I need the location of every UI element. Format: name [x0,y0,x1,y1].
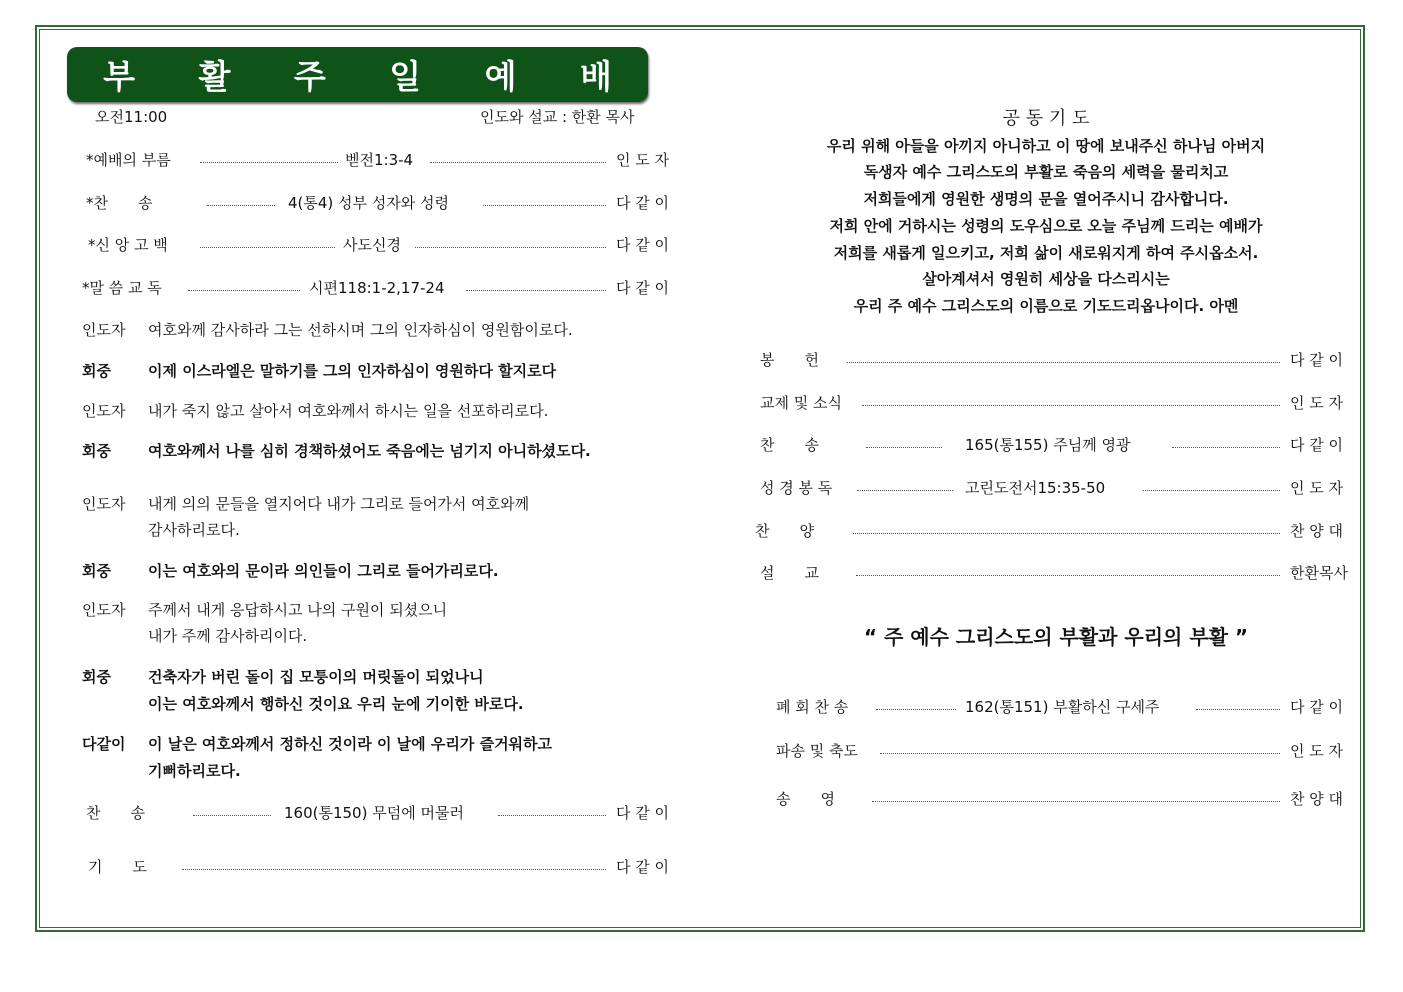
prayer-line: 우리 위해 아들을 아끼지 아니하고 이 땅에 보내주신 하나님 아버지 [826,137,1266,155]
order-item-content: 160(통150) 무덤에 머물러 [284,804,464,822]
prayer-line: 저희를 새롭게 일으키고, 저희 삶이 새로워지게 하여 주시옵소서. [833,244,1259,262]
order-item-name: *찬 송 [86,194,153,212]
reading-speaker: 인도자 [82,402,126,420]
dotted-leader [856,575,1280,576]
order-item-name: *신 앙 고 백 [88,236,168,254]
order-item-who: 다 같 이 [616,279,670,297]
order-item-who: 다 같 이 [1290,436,1344,454]
reading-speaker: 회중 [82,362,111,380]
sermon-title: “ 주 예수 그리스도의 부활과 우리의 부활 ” [863,625,1249,649]
order-item-who: 다 같 이 [616,236,670,254]
dotted-leader [1143,490,1280,491]
reading-line: 주께서 내게 응답하시고 나의 구원이 되셨으니 [148,601,448,619]
reading-line: 이제 이스라엘은 말하기를 그의 인자하심이 영원하다 할지로다 [148,362,557,380]
reading-line: 이 날은 여호와께서 정하신 것이라 이 날에 우리가 즐거워하고 [148,735,553,753]
order-item-name: *말 씀 교 독 [82,279,162,297]
dotted-leader [415,247,606,248]
order-item-content: 벧전1:3-4 [345,151,414,169]
dotted-leader [200,247,335,248]
reading-line: 감사하리로다. [148,521,240,539]
reading-line: 내가 주께 감사하리이다. [148,627,308,645]
order-item-content: 165(통155) 주님께 영광 [965,436,1131,454]
reading-speaker: 인도자 [82,321,126,339]
dotted-leader [872,801,1280,802]
order-item-name: 찬 양 [755,522,814,540]
order-item-name: 교제 및 소식 [760,394,842,412]
order-item-who: 찬 양 대 [1290,522,1344,540]
order-item-name: 송 영 [776,790,835,808]
reading-speaker: 회중 [82,562,111,580]
order-item-content: 고린도전서15:35-50 [965,479,1106,497]
dotted-leader [847,362,1280,363]
dotted-leader [862,405,1280,406]
reading-line: 여호와께서 나를 심히 경책하셨어도 죽음에는 넘기지 아니하셨도다. [148,442,591,460]
order-item-who: 한환목사 [1290,564,1348,582]
order-item-name: 찬 송 [760,436,819,454]
dotted-leader [188,290,300,291]
order-item-content: 162(통151) 부활하신 구세주 [965,698,1160,716]
reading-speaker: 인도자 [82,495,126,513]
service-time: 오전11:00 [95,108,168,126]
order-item-name: 폐 회 찬 송 [776,698,849,716]
dotted-leader [1172,447,1280,448]
order-item-who: 인 도 자 [1290,394,1344,412]
dotted-leader [853,533,1280,534]
dotted-leader [182,869,606,870]
dotted-leader [200,162,338,163]
prayer-line: 독생자 예수 그리스도의 부활로 죽음의 세력을 물리치고 [863,163,1229,181]
dotted-leader [857,490,953,491]
dotted-leader [876,709,956,710]
page-title: 부 활 주 일 예 배 [103,57,638,96]
reading-speaker: 회중 [82,668,111,686]
prayer-line: 살아계셔서 영원히 세상을 다스리시는 [922,270,1170,288]
reading-line: 기뻐하리로다. [148,762,241,780]
order-item-name: 성 경 봉 독 [760,479,833,497]
order-item-who: 다 같 이 [616,804,670,822]
order-item-who: 인 도 자 [1290,742,1344,760]
prayer-line: 저희들에게 영원한 생명의 문을 열어주시니 감사합니다. [863,190,1229,208]
reading-speaker: 다같이 [82,735,126,753]
reading-speaker: 인도자 [82,601,126,619]
reading-line: 건축자가 버린 돌이 집 모퉁이의 머릿돌이 되었나니 [148,668,484,686]
service-leader: 인도와 설교 : 한환 목사 [480,108,635,126]
dotted-leader [466,290,606,291]
reading-line: 여호와께 감사하라 그는 선하시며 그의 인자하심이 영원함이로다. [148,321,573,339]
dotted-leader [483,205,606,206]
order-item-name: 찬 송 [86,804,145,822]
dotted-leader [866,447,942,448]
reading-line: 이는 여호와의 문이라 의인들이 그리로 들어가리로다. [148,562,499,580]
order-item-who: 다 같 이 [1290,351,1344,369]
reading-line: 내가 죽지 않고 살아서 여호와께서 하시는 일을 선포하리로다. [148,402,549,420]
title-banner [67,47,648,102]
order-item-content: 4(통4) 성부 성자와 성령 [288,194,450,212]
order-item-who: 다 같 이 [616,858,670,876]
order-item-name: 파송 및 축도 [776,742,858,760]
order-item-who: 다 같 이 [616,194,670,212]
prayer-title: 공 동 기 도 [1002,108,1090,129]
dotted-leader [193,815,271,816]
dotted-leader [498,815,606,816]
order-item-name: *예배의 부름 [86,151,171,169]
dotted-leader [207,205,275,206]
dotted-leader [880,753,1280,754]
reading-line: 내게 의의 문들을 열지어다 내가 그리로 들어가서 여호와께 [148,495,530,513]
dotted-leader [430,162,606,163]
order-item-content: 시편118:1-2,17-24 [309,279,445,297]
order-item-content: 사도신경 [343,236,401,254]
order-item-who: 다 같 이 [1290,698,1344,716]
order-item-name: 봉 헌 [760,351,819,369]
order-item-name: 설 교 [760,564,819,582]
dotted-leader [1196,709,1280,710]
reading-speaker: 회중 [82,442,111,460]
order-item-who: 인 도 자 [616,151,670,169]
prayer-line: 저희 안에 거하시는 성령의 도우심으로 오늘 주님께 드리는 예배가 [829,217,1263,235]
order-item-who: 찬 양 대 [1290,790,1344,808]
order-item-who: 인 도 자 [1290,479,1344,497]
prayer-line: 우리 주 예수 그리스도의 이름으로 기도드리옵나이다. 아멘 [853,297,1239,315]
order-item-name: 기 도 [88,858,147,876]
reading-line: 이는 여호와께서 행하신 것이요 우리 눈에 기이한 바로다. [148,695,524,713]
